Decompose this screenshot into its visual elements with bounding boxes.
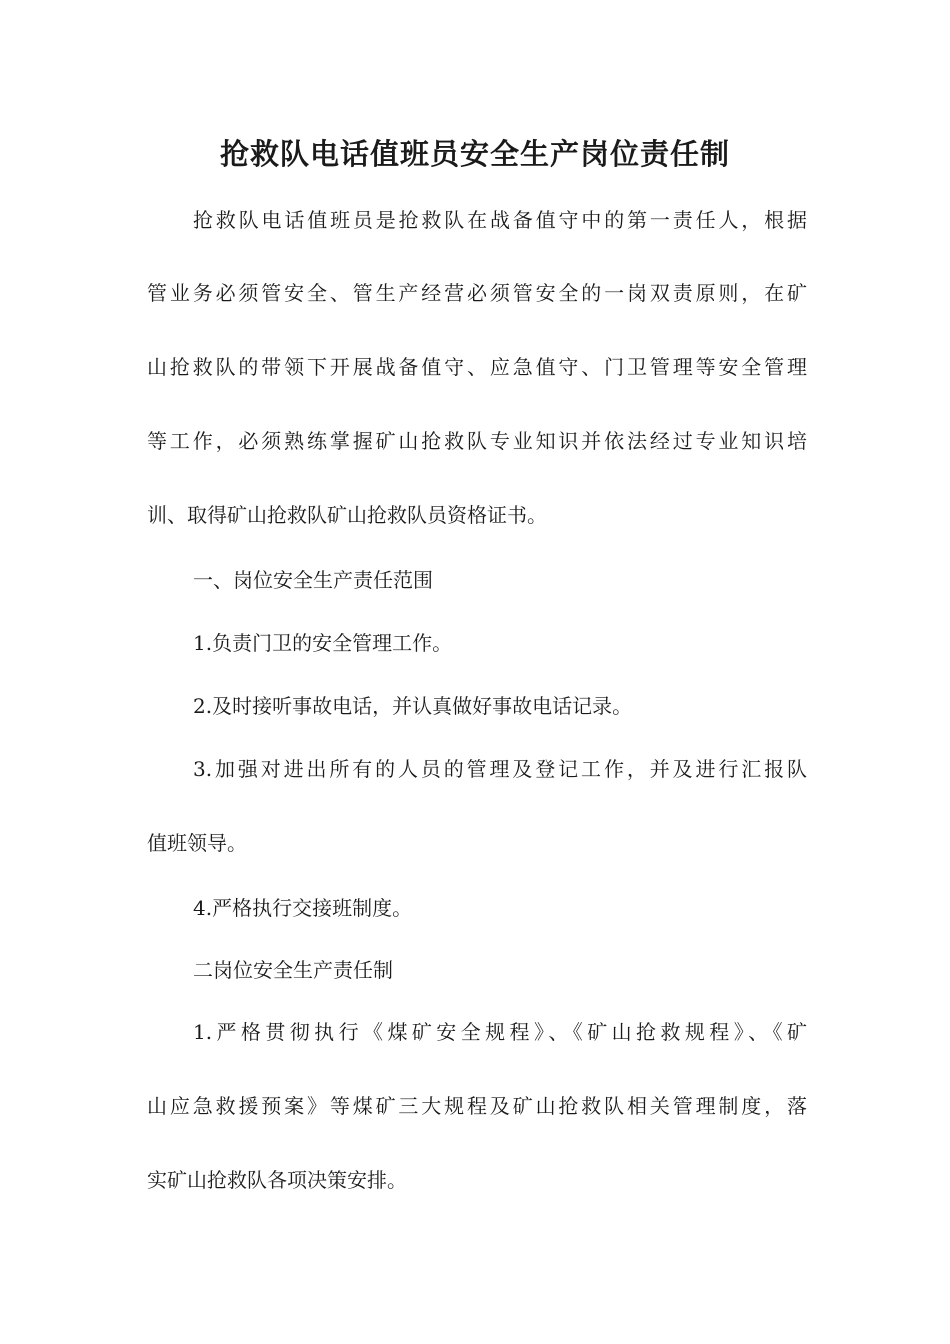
list-item: 1.负责门卫的安全管理工作。 bbox=[193, 631, 453, 655]
list-item-continuation: 实矿山抢救队各项决策安排。 bbox=[147, 1168, 407, 1192]
paragraph-line: 等工作，必须熟练掌握矿山抢救队专业知识并依法经过专业知识培 bbox=[147, 429, 807, 453]
list-item: 2.及时接听事故电话，并认真做好事故电话记录。 bbox=[193, 694, 633, 718]
list-item: 1.严格贯彻执行《煤矿安全规程》、《矿山抢救规程》、《矿 bbox=[193, 1020, 807, 1044]
list-item-continuation: 山应急救援预案》等煤矿三大规程及矿山抢救队相关管理制度，落 bbox=[147, 1094, 807, 1118]
list-item: 4.严格执行交接班制度。 bbox=[193, 896, 413, 920]
paragraph-line: 训、取得矿山抢救队矿山抢救队员资格证书。 bbox=[147, 503, 547, 527]
list-item-continuation: 值班领导。 bbox=[147, 831, 247, 855]
paragraph-line: 抢救队电话值班员是抢救队在战备值守中的第一责任人，根据 bbox=[193, 208, 807, 232]
paragraph-line: 管业务必须管安全、管生产经营必须管安全的一岗双责原则，在矿 bbox=[147, 281, 807, 305]
paragraph-line: 山抢救队的带领下开展战备值守、应急值守、门卫管理等安全管理 bbox=[147, 355, 807, 379]
list-item: 3.加强对进出所有的人员的管理及登记工作，并及进行汇报队 bbox=[193, 757, 807, 781]
document-title: 抢救队电话值班员安全生产岗位责任制 bbox=[219, 137, 730, 171]
section-heading: 二岗位安全生产责任制 bbox=[193, 958, 393, 982]
section-heading: 一、岗位安全生产责任范围 bbox=[193, 568, 433, 592]
